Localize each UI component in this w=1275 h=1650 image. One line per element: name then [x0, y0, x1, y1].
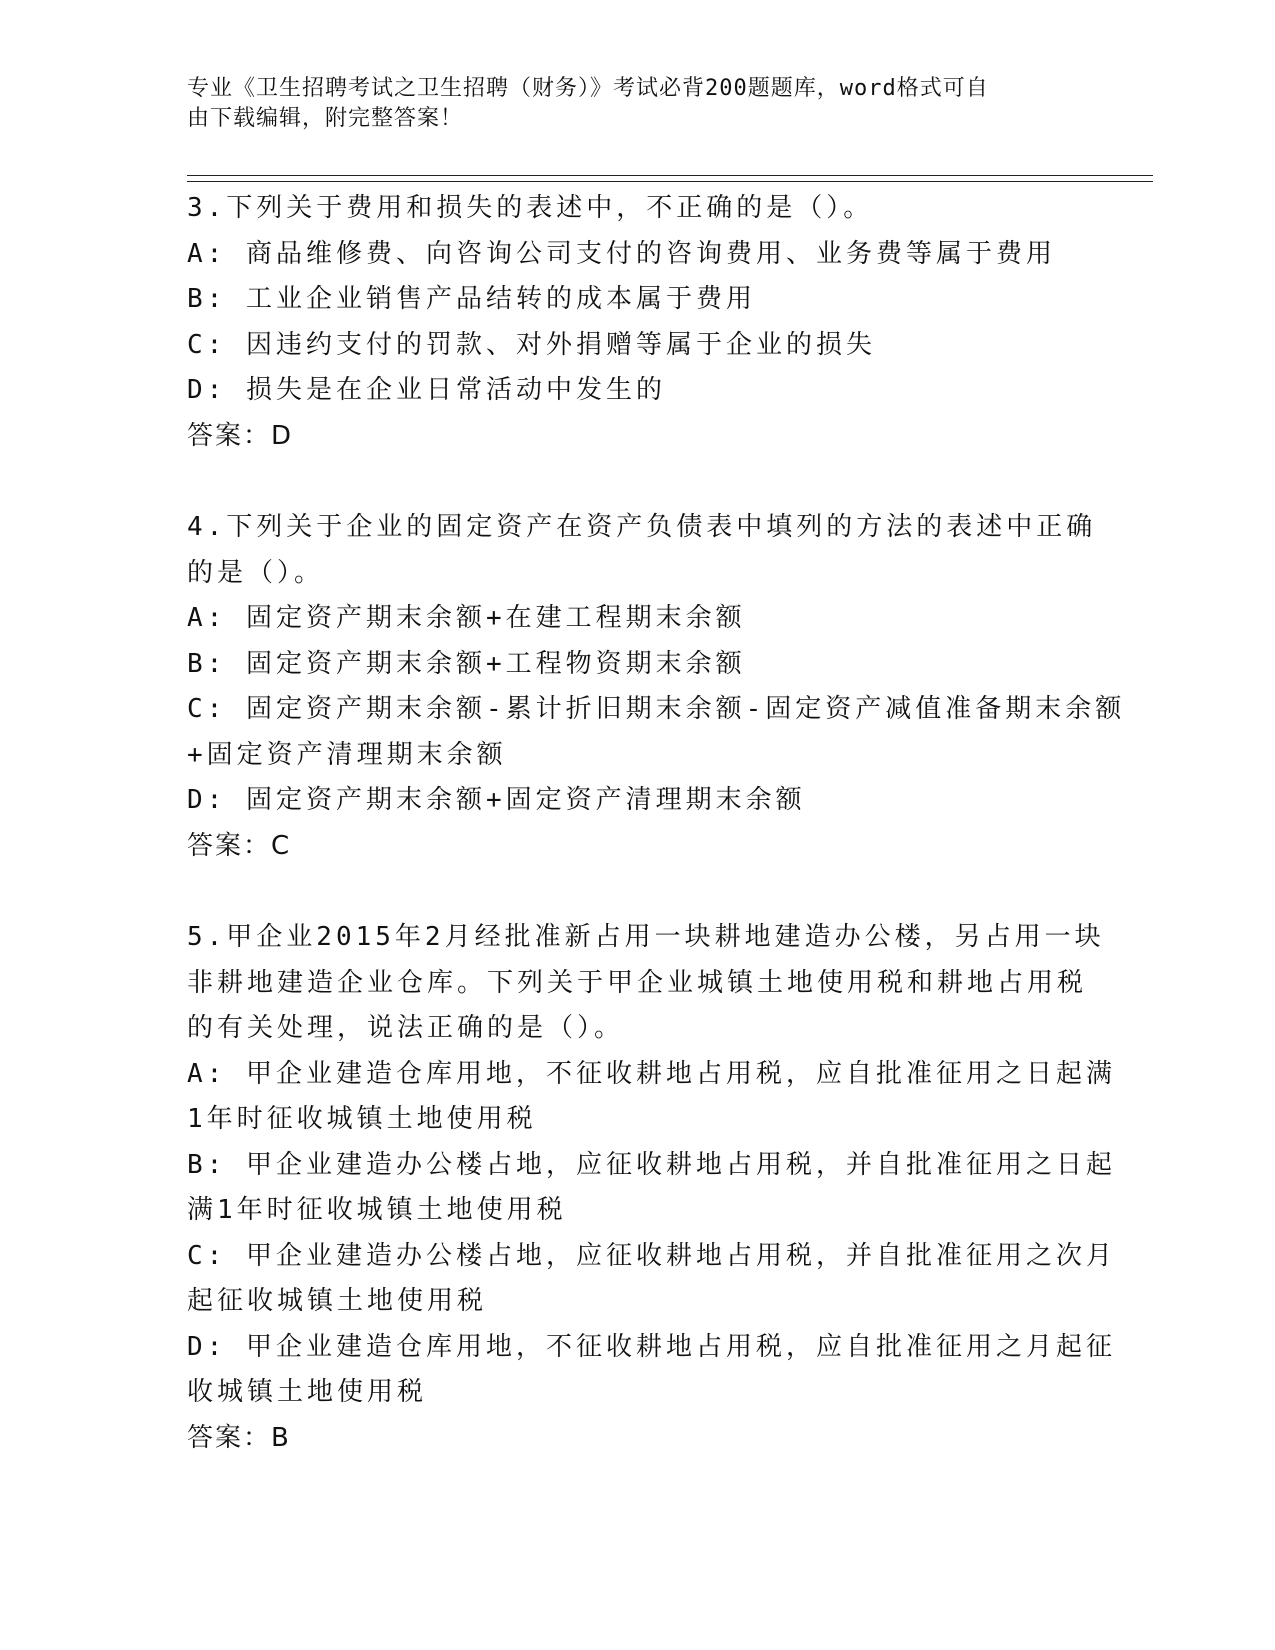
- header-rule-bottom: [187, 181, 1153, 182]
- option-d: D: 损失是在企业日常活动中发生的: [187, 375, 666, 405]
- option-c-cont: +固定资产清理期末余额: [187, 739, 507, 770]
- answer-label: 答案：C: [187, 830, 292, 861]
- option-b: B: 固定资产期末余额+工程物资期末余额: [187, 648, 746, 679]
- option-c-cont: 起征收城镇土地使用税: [187, 1286, 488, 1316]
- option-a-cont: 1年时征收城镇土地使用税: [187, 1104, 537, 1134]
- option-a: A: 甲企业建造仓库用地，不征收耕地占用税，应自批准征用之日起满: [187, 1058, 1116, 1089]
- option-b: B: 甲企业建造办公楼占地，应征收耕地占用税，并自批准征用之日起: [187, 1149, 1116, 1180]
- question-5: [187, 915, 1116, 1461]
- option-c: C: 因违约支付的罚款、对外捐赠等属于企业的损失: [187, 329, 876, 360]
- header-line-1: 专业《卫生招聘考试之卫生招聘（财务）》考试必背200题题库，word格式可自: [187, 76, 989, 101]
- question-list: [187, 186, 1126, 1507]
- option-c: C: 固定资产期末余额-累计折旧期末余额-固定资产减值准备期末余额: [187, 694, 1126, 724]
- question-stem: 5.甲企业2015年2月经批准新占用一块耕地建造办公楼，另占用一块: [187, 922, 1105, 952]
- option-d: D: 甲企业建造仓库用地，不征收耕地占用税，应自批准征用之月起征: [187, 1331, 1116, 1362]
- question-4: [187, 505, 1126, 869]
- option-b-cont: 满1年时征收城镇土地使用税: [187, 1195, 567, 1225]
- question-stem-cont: 的是（）。: [187, 557, 325, 588]
- option-d: D: 固定资产期末余额+固定资产清理期末余额: [187, 785, 806, 815]
- header-line-2: 由下载编辑，附完整答案！: [187, 106, 464, 131]
- question-stem-cont: 的有关处理，说法正确的是（）。: [187, 1013, 625, 1043]
- header-rule-top: [187, 175, 1153, 176]
- option-a: A: 固定资产期末余额+在建工程期末余额: [187, 603, 746, 633]
- option-d-cont: 收城镇土地使用税: [187, 1377, 428, 1407]
- question-stem: 3.下列关于费用和损失的表述中，不正确的是（）。: [187, 193, 874, 223]
- option-b: B: 工业企业销售产品结转的成本属于费用: [187, 284, 756, 314]
- option-a: A: 商品维修费、向咨询公司支付的咨询费用、业务费等属于费用: [187, 238, 1056, 269]
- answer-label: 答案：D: [187, 420, 294, 451]
- document-header: [187, 74, 1087, 134]
- question-stem: 4.下列关于企业的固定资产在资产负债表中填列的方法的表述中正确: [187, 512, 1097, 542]
- answer-label: 答案：B: [187, 1422, 291, 1453]
- question-3: [187, 186, 1087, 459]
- question-stem-cont: 非耕地建造企业仓库。下列关于甲企业城镇土地使用税和耕地占用税: [187, 967, 1088, 998]
- option-c: C: 甲企业建造办公楼占地，应征收耕地占用税，并自批准征用之次月: [187, 1240, 1116, 1271]
